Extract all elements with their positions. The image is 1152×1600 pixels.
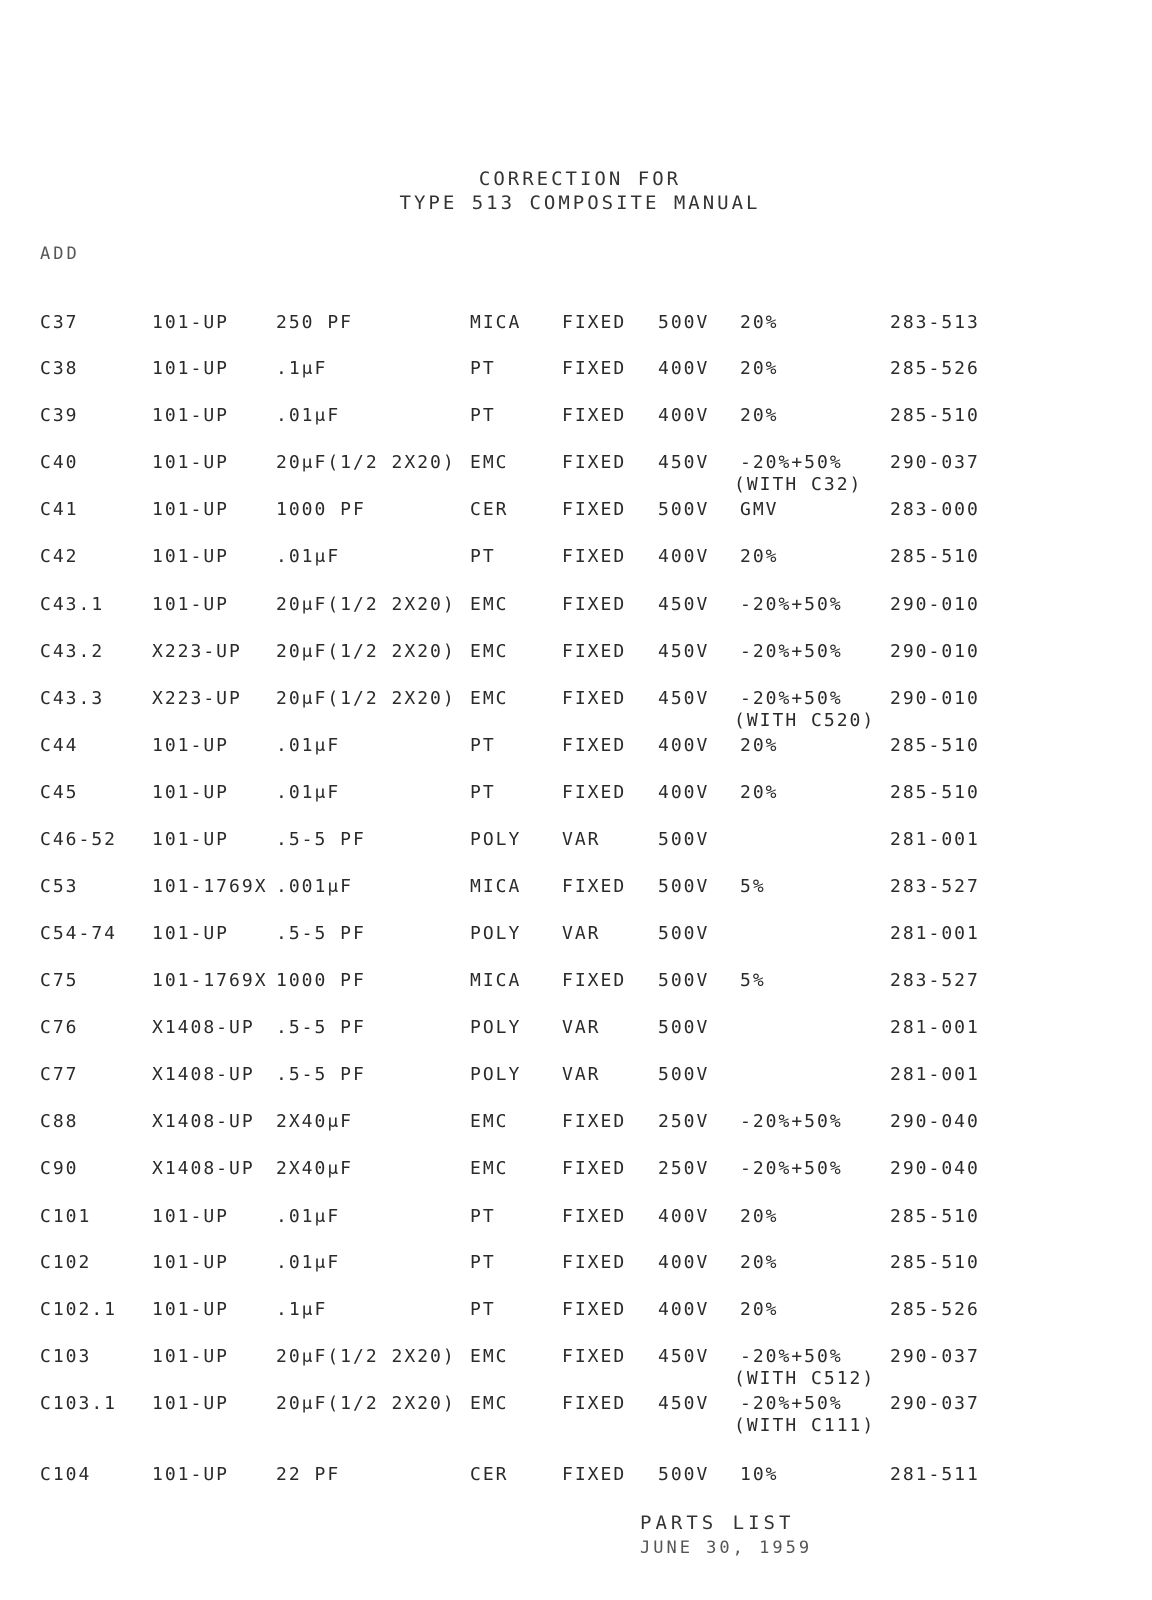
type-cell: FIXED [562, 1464, 627, 1485]
type-cell: FIXED [562, 876, 627, 897]
part-number-cell: 285-526 [890, 358, 980, 379]
value-cell: 20μF(1/2 2X20) [276, 1346, 456, 1367]
type-cell: FIXED [562, 970, 627, 991]
voltage-cell: 450V [658, 452, 710, 473]
ref-cell: C38 [40, 358, 79, 379]
value-cell: .1μF [276, 1299, 328, 1320]
dielectric-cell: EMC [470, 594, 509, 615]
footer-date: JUNE 30, 1959 [640, 1538, 813, 1558]
add-label: ADD [40, 244, 80, 264]
serial-cell: 101-UP [152, 452, 230, 473]
value-cell: .01μF [276, 782, 341, 803]
type-cell: FIXED [562, 1158, 627, 1179]
voltage-cell: 500V [658, 1064, 710, 1085]
value-cell: 20μF(1/2 2X20) [276, 1393, 456, 1414]
dielectric-cell: PT [470, 1206, 496, 1227]
voltage-cell: 400V [658, 1299, 710, 1320]
dielectric-cell: PT [470, 358, 496, 379]
value-cell: 22 PF [276, 1464, 341, 1485]
table-row [0, 1158, 1152, 1188]
ref-cell: C88 [40, 1111, 79, 1132]
part-number-cell: 290-040 [890, 1111, 980, 1132]
dielectric-cell: EMC [470, 641, 509, 662]
voltage-cell: 450V [658, 688, 710, 709]
voltage-cell: 400V [658, 782, 710, 803]
type-cell: VAR [562, 1017, 601, 1038]
serial-cell: 101-UP [152, 405, 230, 426]
type-cell: FIXED [562, 1346, 627, 1367]
voltage-cell: 400V [658, 1252, 710, 1273]
type-cell: FIXED [562, 641, 627, 662]
dielectric-cell: CER [470, 1464, 509, 1485]
tolerance-cell: 20% [740, 405, 779, 426]
title-line-2: TYPE 513 COMPOSITE MANUAL [399, 192, 761, 214]
serial-cell: 101-UP [152, 829, 230, 850]
part-number-cell: 283-513 [890, 312, 980, 333]
ref-cell: C53 [40, 876, 79, 897]
type-cell: VAR [562, 923, 601, 944]
tolerance-cell: -20%+50% [740, 688, 843, 709]
serial-cell: 101-UP [152, 499, 230, 520]
serial-cell: 101-UP [152, 1206, 230, 1227]
serial-cell: 101-UP [152, 1252, 230, 1273]
dielectric-cell: PT [470, 405, 496, 426]
ref-cell: C102.1 [40, 1299, 118, 1320]
part-number-cell: 281-001 [890, 1064, 980, 1085]
serial-cell: X1408-UP [152, 1064, 255, 1085]
ref-cell: C41 [40, 499, 79, 520]
type-cell: FIXED [562, 358, 627, 379]
part-number-cell: 285-510 [890, 735, 980, 756]
table-row [0, 829, 1152, 859]
dielectric-cell: CER [470, 499, 509, 520]
serial-cell: 101-UP [152, 735, 230, 756]
serial-cell: 101-UP [152, 923, 230, 944]
part-number-cell: 285-510 [890, 1252, 980, 1273]
voltage-cell: 500V [658, 1464, 710, 1485]
voltage-cell: 500V [658, 876, 710, 897]
value-cell: .5-5 PF [276, 1017, 366, 1038]
voltage-cell: 400V [658, 358, 710, 379]
ref-cell: C75 [40, 970, 79, 991]
tolerance-cell: 20% [740, 1252, 779, 1273]
serial-cell: X1408-UP [152, 1158, 255, 1179]
ref-cell: C42 [40, 546, 79, 567]
dielectric-cell: EMC [470, 1111, 509, 1132]
serial-cell: 101-1769X [152, 876, 268, 897]
type-cell: VAR [562, 829, 601, 850]
dielectric-cell: EMC [470, 1158, 509, 1179]
note-cell: (WITH C32) [734, 474, 863, 495]
tolerance-cell: GMV [740, 499, 779, 520]
tolerance-cell: 20% [740, 546, 779, 567]
voltage-cell: 500V [658, 970, 710, 991]
dielectric-cell: POLY [470, 923, 522, 944]
table-row [0, 358, 1152, 388]
serial-cell: 101-UP [152, 1346, 230, 1367]
voltage-cell: 500V [658, 312, 710, 333]
ref-cell: C43.3 [40, 688, 105, 709]
serial-cell: 101-UP [152, 1299, 230, 1320]
note-cell: (WITH C111) [734, 1415, 876, 1436]
table-row [0, 1393, 1152, 1436]
voltage-cell: 450V [658, 641, 710, 662]
tolerance-cell: -20%+50% [740, 1158, 843, 1179]
type-cell: FIXED [562, 1206, 627, 1227]
tolerance-cell: 20% [740, 358, 779, 379]
dielectric-cell: EMC [470, 452, 509, 473]
value-cell: 20μF(1/2 2X20) [276, 594, 456, 615]
value-cell: .01μF [276, 1206, 341, 1227]
serial-cell: 101-UP [152, 546, 230, 567]
tolerance-cell: 5% [740, 876, 766, 897]
value-cell: .01μF [276, 405, 341, 426]
serial-cell: X223-UP [152, 688, 242, 709]
tolerance-cell: -20%+50% [740, 1111, 843, 1132]
type-cell: FIXED [562, 594, 627, 615]
part-number-cell: 290-010 [890, 688, 980, 709]
part-number-cell: 290-037 [890, 452, 980, 473]
part-number-cell: 285-510 [890, 782, 980, 803]
table-row [0, 1252, 1152, 1282]
part-number-cell: 290-010 [890, 641, 980, 662]
type-cell: VAR [562, 1064, 601, 1085]
voltage-cell: 400V [658, 546, 710, 567]
ref-cell: C104 [40, 1464, 92, 1485]
voltage-cell: 450V [658, 1346, 710, 1367]
table-row [0, 641, 1152, 671]
value-cell: .5-5 PF [276, 923, 366, 944]
voltage-cell: 450V [658, 594, 710, 615]
serial-cell: 101-UP [152, 1464, 230, 1485]
tolerance-cell: -20%+50% [740, 594, 843, 615]
ref-cell: C37 [40, 312, 79, 333]
tolerance-cell: -20%+50% [740, 641, 843, 662]
type-cell: FIXED [562, 1299, 627, 1320]
dielectric-cell: EMC [470, 1393, 509, 1414]
table-row [0, 1064, 1152, 1094]
value-cell: .5-5 PF [276, 829, 366, 850]
footer-line-1: PARTS LIST [640, 1512, 795, 1534]
ref-cell: C40 [40, 452, 79, 473]
part-number-cell: 281-001 [890, 923, 980, 944]
tolerance-cell: 20% [740, 735, 779, 756]
serial-cell: 101-1769X [152, 970, 268, 991]
voltage-cell: 400V [658, 735, 710, 756]
ref-cell: C90 [40, 1158, 79, 1179]
dielectric-cell: MICA [470, 970, 522, 991]
ref-cell: C76 [40, 1017, 79, 1038]
part-number-cell: 290-040 [890, 1158, 980, 1179]
part-number-cell: 285-510 [890, 1206, 980, 1227]
table-row [0, 594, 1152, 624]
dielectric-cell: PT [470, 735, 496, 756]
dielectric-cell: POLY [470, 829, 522, 850]
part-number-cell: 285-510 [890, 405, 980, 426]
part-number-cell: 285-510 [890, 546, 980, 567]
ref-cell: C101 [40, 1206, 92, 1227]
part-number-cell: 283-527 [890, 970, 980, 991]
value-cell: 1000 PF [276, 499, 366, 520]
value-cell: .01μF [276, 1252, 341, 1273]
dielectric-cell: EMC [470, 1346, 509, 1367]
serial-cell: X1408-UP [152, 1111, 255, 1132]
type-cell: FIXED [562, 1393, 627, 1414]
type-cell: FIXED [562, 782, 627, 803]
serial-cell: 101-UP [152, 782, 230, 803]
type-cell: FIXED [562, 1252, 627, 1273]
table-row [0, 735, 1152, 765]
value-cell: 20μF(1/2 2X20) [276, 688, 456, 709]
table-row [0, 1346, 1152, 1389]
ref-cell: C39 [40, 405, 79, 426]
dielectric-cell: EMC [470, 688, 509, 709]
value-cell: 20μF(1/2 2X20) [276, 452, 456, 473]
tolerance-cell: 20% [740, 782, 779, 803]
serial-cell: 101-UP [152, 312, 230, 333]
tolerance-cell: 20% [740, 1299, 779, 1320]
ref-cell: C103.1 [40, 1393, 118, 1414]
dielectric-cell: PT [470, 546, 496, 567]
value-cell: 2X40μF [276, 1111, 354, 1132]
table-row [0, 405, 1152, 435]
tolerance-cell: -20%+50% [740, 452, 843, 473]
part-number-cell: 285-526 [890, 1299, 980, 1320]
type-cell: FIXED [562, 405, 627, 426]
voltage-cell: 400V [658, 1206, 710, 1227]
serial-cell: X223-UP [152, 641, 242, 662]
value-cell: 250 PF [276, 312, 354, 333]
ref-cell: C46-52 [40, 829, 118, 850]
table-row [0, 782, 1152, 812]
value-cell: .001μF [276, 876, 354, 897]
dielectric-cell: PT [470, 782, 496, 803]
type-cell: FIXED [562, 735, 627, 756]
table-row [0, 499, 1152, 529]
table-row [0, 1017, 1152, 1047]
value-cell: .01μF [276, 735, 341, 756]
table-row [0, 876, 1152, 906]
dielectric-cell: PT [470, 1252, 496, 1273]
type-cell: FIXED [562, 688, 627, 709]
dielectric-cell: PT [470, 1299, 496, 1320]
dielectric-cell: MICA [470, 876, 522, 897]
part-number-cell: 290-037 [890, 1393, 980, 1414]
value-cell: 20μF(1/2 2X20) [276, 641, 456, 662]
part-number-cell: 283-527 [890, 876, 980, 897]
value-cell: 1000 PF [276, 970, 366, 991]
tolerance-cell: 20% [740, 1206, 779, 1227]
ref-cell: C77 [40, 1064, 79, 1085]
ref-cell: C44 [40, 735, 79, 756]
table-row [0, 688, 1152, 731]
table-row [0, 1206, 1152, 1236]
part-number-cell: 281-511 [890, 1464, 980, 1485]
voltage-cell: 500V [658, 923, 710, 944]
part-number-cell: 281-001 [890, 829, 980, 850]
table-row [0, 1111, 1152, 1141]
part-number-cell: 290-010 [890, 594, 980, 615]
voltage-cell: 250V [658, 1111, 710, 1132]
ref-cell: C43.1 [40, 594, 105, 615]
ref-cell: C43.2 [40, 641, 105, 662]
value-cell: .1μF [276, 358, 328, 379]
table-row [0, 312, 1152, 342]
part-number-cell: 281-001 [890, 1017, 980, 1038]
voltage-cell: 400V [658, 405, 710, 426]
note-cell: (WITH C520) [734, 710, 876, 731]
ref-cell: C54-74 [40, 923, 118, 944]
ref-cell: C102 [40, 1252, 92, 1273]
tolerance-cell: 20% [740, 312, 779, 333]
tolerance-cell: 5% [740, 970, 766, 991]
voltage-cell: 500V [658, 1017, 710, 1038]
ref-cell: C45 [40, 782, 79, 803]
serial-cell: 101-UP [152, 358, 230, 379]
type-cell: FIXED [562, 452, 627, 473]
type-cell: FIXED [562, 312, 627, 333]
value-cell: .5-5 PF [276, 1064, 366, 1085]
part-number-cell: 283-000 [890, 499, 980, 520]
dielectric-cell: POLY [470, 1017, 522, 1038]
table-row [0, 546, 1152, 576]
table-row [0, 923, 1152, 953]
title-line-1: CORRECTION FOR [478, 168, 682, 190]
table-row [0, 1299, 1152, 1329]
table-row [0, 452, 1152, 495]
ref-cell: C103 [40, 1346, 92, 1367]
value-cell: 2X40μF [276, 1158, 354, 1179]
table-row [0, 970, 1152, 1000]
value-cell: .01μF [276, 546, 341, 567]
note-cell: (WITH C512) [734, 1368, 876, 1389]
dielectric-cell: POLY [470, 1064, 522, 1085]
tolerance-cell: -20%+50% [740, 1393, 843, 1414]
serial-cell: 101-UP [152, 1393, 230, 1414]
serial-cell: X1408-UP [152, 1017, 255, 1038]
table-row [0, 1464, 1152, 1494]
type-cell: FIXED [562, 1111, 627, 1132]
part-number-cell: 290-037 [890, 1346, 980, 1367]
voltage-cell: 450V [658, 1393, 710, 1414]
type-cell: FIXED [562, 499, 627, 520]
tolerance-cell: 10% [740, 1464, 779, 1485]
voltage-cell: 250V [658, 1158, 710, 1179]
tolerance-cell: -20%+50% [740, 1346, 843, 1367]
type-cell: FIXED [562, 546, 627, 567]
voltage-cell: 500V [658, 499, 710, 520]
dielectric-cell: MICA [470, 312, 522, 333]
serial-cell: 101-UP [152, 594, 230, 615]
voltage-cell: 500V [658, 829, 710, 850]
